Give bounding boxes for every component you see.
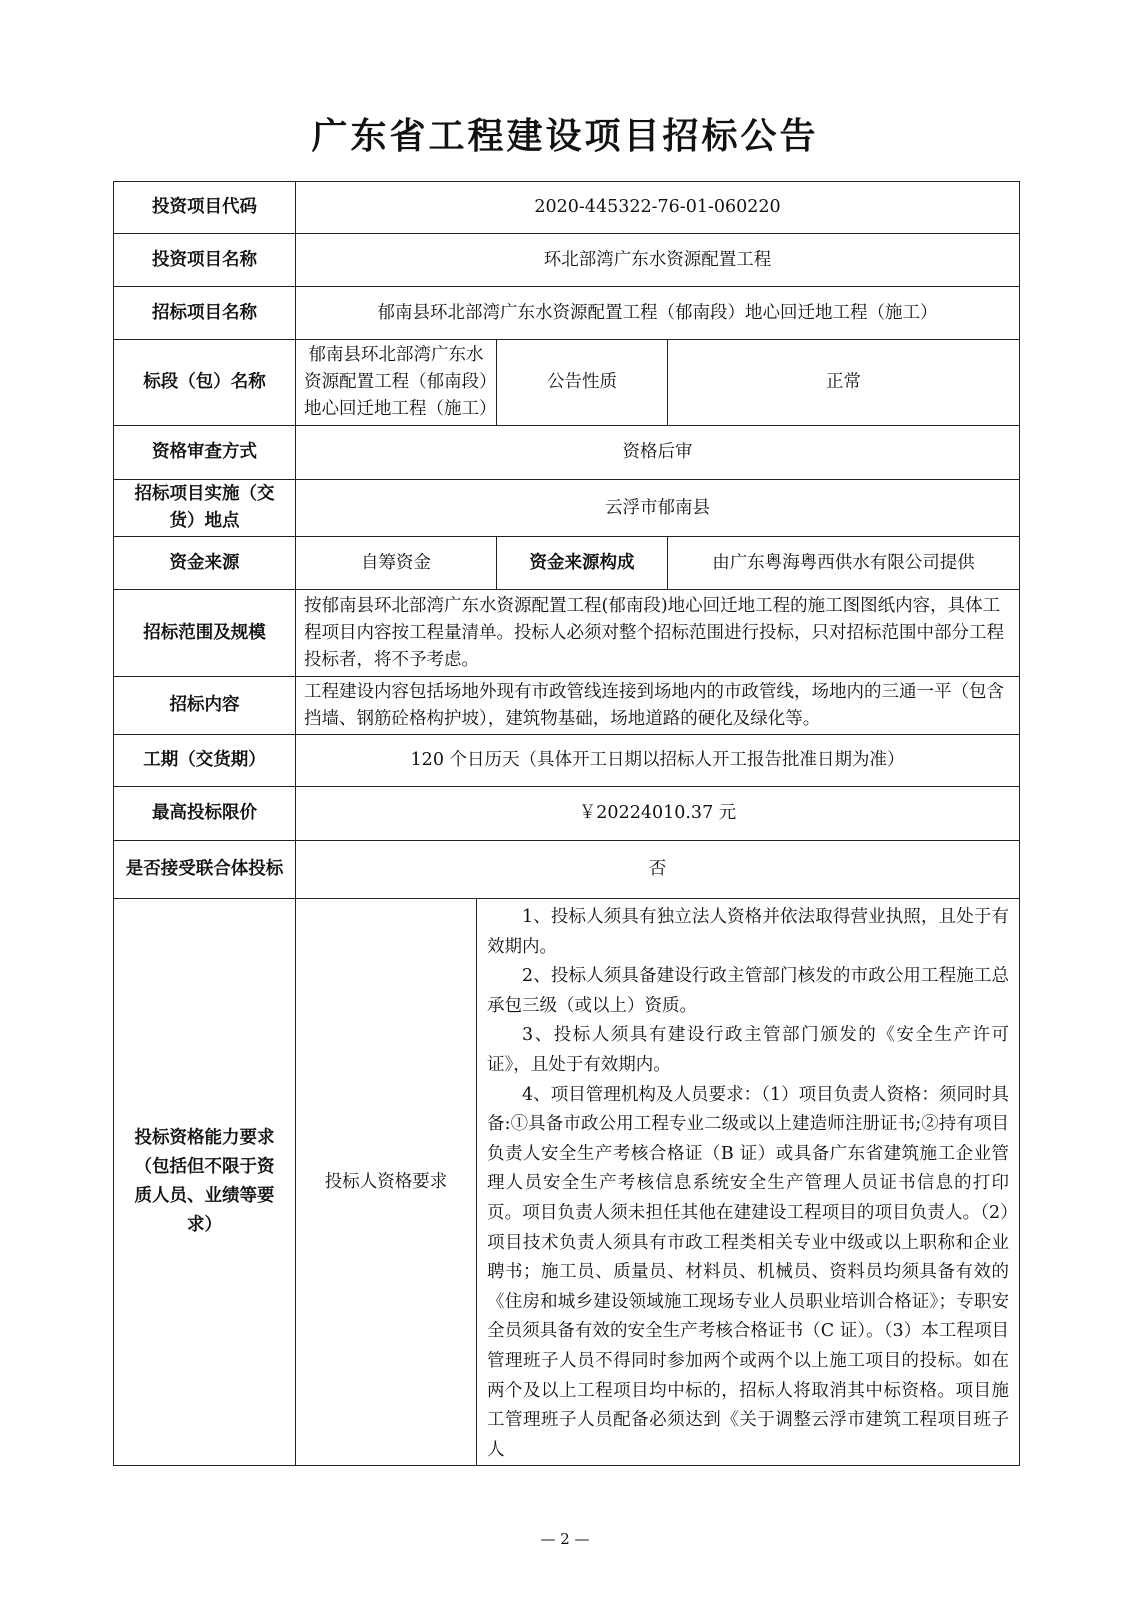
scope-value: 按郁南县环北部湾广东水资源配置工程(郁南段)地心回迁地工程的施工图图纸内容，具体工程项目内容按工程量清单。投标人必须对整个招标范围进行投标，只对招标范围中部分工程投标者，将不予考虑。	[296, 590, 1020, 677]
row-qualification-method	[114, 426, 1020, 480]
funding-label: 资金来源	[114, 537, 296, 590]
tender-notice-table	[113, 181, 1020, 1466]
row-project-code	[114, 182, 1020, 234]
page-title: 广东省工程建设项目招标公告	[311, 116, 819, 157]
page-number: — 2 —	[540, 1530, 590, 1548]
row-qualification-requirements	[114, 899, 1020, 1466]
qualification-req-sublabel: 投标人资格要求	[296, 899, 477, 1466]
funding-value: 自筹资金	[296, 537, 497, 590]
max-price-value: ￥20224010.37 元	[296, 787, 1020, 841]
requirement-paragraph: 1、投标人须具有独立法人资格并依法取得营业执照，且处于有效期内。	[487, 907, 1010, 957]
duration-label: 工期（交货期）	[114, 735, 296, 787]
requirement-paragraph: 2、投标人须具备建设行政主管部门核发的市政公用工程施工总承包三级（或以上）资质。	[487, 966, 1010, 1016]
row-consortium	[114, 841, 1020, 899]
max-price-label: 最高投标限价	[114, 787, 296, 841]
qualification-method-value: 资格后审	[296, 426, 1020, 480]
row-funding	[114, 537, 1020, 590]
content-label: 招标内容	[114, 677, 296, 735]
consortium-label: 是否接受联合体投标	[114, 841, 296, 899]
duration-value: 120 个日历天（具体开工日期以招标人开工报告批准日期为准）	[296, 735, 1020, 787]
funding-composition-value: 由广东粤海粤西供水有限公司提供	[668, 537, 1020, 590]
funding-composition-label: 资金来源构成	[497, 537, 668, 590]
consortium-value: 否	[296, 841, 1020, 899]
row-project-name	[114, 234, 1020, 287]
row-duration	[114, 735, 1020, 787]
row-tender-project-name	[114, 287, 1020, 340]
row-location	[114, 480, 1020, 537]
tender-project-name-value: 郁南县环北部湾广东水资源配置工程（郁南段）地心回迁地工程（施工）	[296, 287, 1020, 340]
qualification-req-label: 投标资格能力要求（包括但不限于资质人员、业绩等要求）	[114, 899, 296, 1466]
row-content	[114, 677, 1020, 735]
section-label: 标段（包）名称	[114, 340, 296, 426]
project-code-value: 2020-445322-76-01-060220	[296, 182, 1020, 234]
section-value: 郁南县环北部湾广东水资源配置工程（郁南段）地心回迁地工程（施工）	[296, 340, 497, 426]
requirement-paragraph: 4、项目管理机构及人员要求：（1）项目负责人资格：须同时具备:①具备市政公用工程专业二级或以上建造师注册证书;②持有项目负责人安全生产考核合格证（B 证）或具备广东省建筑施工企业管理人员安全生产考核信息系统安全生产管理人员证书信息的打印页。项目负责人须未担任其他在建建设工程项目的项目负责人。（2）项目技术负责人须具有市政工程类相关专业中级或以上职称和企业聘书；施工员、质量员、材料员、机械员、资料员均须具备有效的《住房和城乡建设领域施工现场专业人员职业培训合格证》；专职安全员须具备有效的安全生产考核合格证书（C 证）。（3）本工程项目管理班子人员不得同时参加两个或两个以上施工项目的投标。如在两个及以上工程项目均中标的，招标人将取消其中标资格。项目施工管理班子人员配备必须达到《关于调整云浮市建筑工程项目班子人	[487, 1084, 1010, 1460]
tender-project-name-label: 招标项目名称	[114, 287, 296, 340]
qualification-method-label: 资格审查方式	[114, 426, 296, 480]
project-name-value: 环北部湾广东水资源配置工程	[296, 234, 1020, 287]
qualification-req-content	[477, 899, 1020, 1466]
row-section	[114, 340, 1020, 426]
notice-type-value: 正常	[668, 340, 1020, 426]
location-value: 云浮市郁南县	[296, 480, 1020, 537]
location-label: 招标项目实施（交货）地点	[114, 480, 296, 537]
content-value: 工程建设内容包括场地外现有市政管线连接到场地内的市政管线，场地内的三通一平（包含挡墙、钢筋砼格构护坡），建筑物基础，场地道路的硬化及绿化等。	[296, 677, 1020, 735]
project-name-label: 投资项目名称	[114, 234, 296, 287]
requirement-paragraph: 3、投标人须具有建设行政主管部门颁发的《安全生产许可证》，且处于有效期内。	[487, 1025, 1010, 1075]
row-max-price	[114, 787, 1020, 841]
row-scope	[114, 590, 1020, 677]
notice-type-label: 公告性质	[497, 340, 668, 426]
project-code-label: 投资项目代码	[114, 182, 296, 234]
scope-label: 招标范围及规模	[114, 590, 296, 677]
